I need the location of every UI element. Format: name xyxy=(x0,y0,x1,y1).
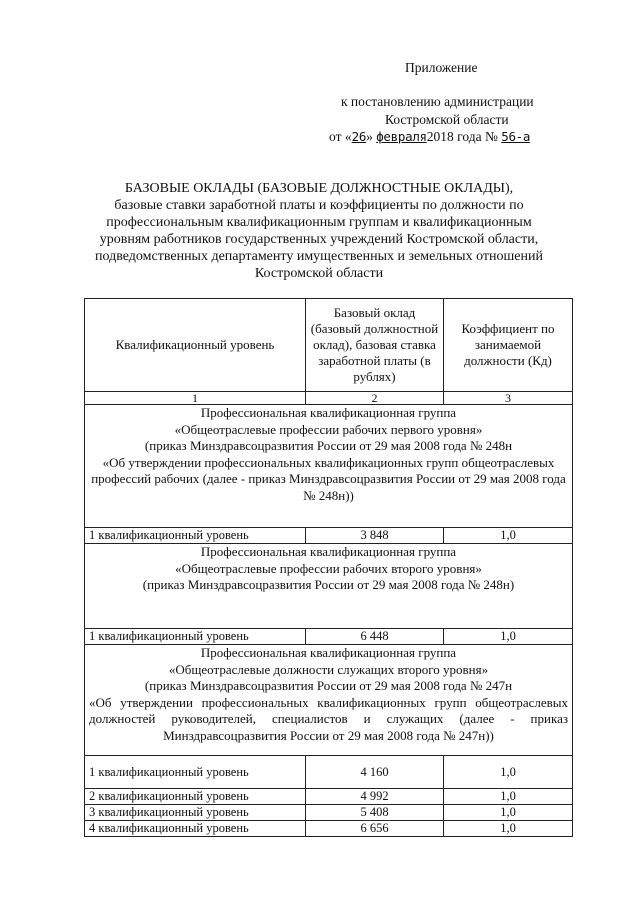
salary-cell: 4 160 xyxy=(306,756,444,789)
coefficient-cell: 1,0 xyxy=(444,805,573,821)
title-line: базовые ставки заработной платы и коэффициенты по должности по xyxy=(114,198,524,213)
level-cell: 4 квалификационный уровень xyxy=(85,821,306,837)
coefficient-cell: 1,0 xyxy=(444,821,573,837)
coefficient-cell: 1,0 xyxy=(444,528,573,544)
salary-table xyxy=(84,298,573,837)
resolution-number: 56-а xyxy=(501,129,531,144)
group-line: (приказ Минздравсоцразвития России от 29 мая 2008 года № 248н xyxy=(144,438,513,453)
title-line: БАЗОВЫЕ ОКЛАДЫ (БАЗОВЫЕ ДОЛЖНОСТНЫЕ ОКЛАДЫ), xyxy=(124,181,514,196)
title-line: Костромской области xyxy=(254,266,384,281)
group-line: Профессиональная квалификационная группа xyxy=(200,544,457,559)
document-title xyxy=(80,180,558,282)
title-line: подведомственных департаменту имущественных и земельных отношений xyxy=(95,249,543,264)
group-heading-row xyxy=(85,544,573,629)
title-line: профессиональным квалификационным группам и квалификационным xyxy=(106,215,532,230)
group-line: (приказ Минздравсоцразвития России от 29 мая 2008 года № 247н xyxy=(144,678,513,693)
table-row xyxy=(85,528,573,544)
table-row xyxy=(85,629,573,645)
table-header-row xyxy=(85,299,573,392)
group-line: «Общеотраслевые профессии рабочих первого уровня» xyxy=(174,421,483,437)
group-heading xyxy=(85,405,573,528)
table-row xyxy=(85,821,573,837)
salary-cell: 6 656 xyxy=(306,821,444,837)
level-cell: 1 квалификационный уровень xyxy=(85,629,306,645)
date-day: 26 xyxy=(351,129,367,144)
header-base-salary: Базовый оклад (базовый должностной оклад), базовая ставка заработной платы (в рублях) xyxy=(306,299,444,392)
column-number: 1 xyxy=(85,392,306,405)
group-line: «Общеотраслевые должности служащих второго уровня» xyxy=(168,661,489,677)
group-line: Профессиональная квалификационная группа xyxy=(200,645,457,660)
date-mid: » xyxy=(366,129,373,144)
header-coefficient: Коэффициент по занимаемой должности (Кд) xyxy=(444,299,573,392)
level-cell: 2 квалификационный уровень xyxy=(85,789,306,805)
group-heading-row xyxy=(85,405,573,528)
column-number: 2 xyxy=(306,392,444,405)
resolution-date-line xyxy=(329,129,530,145)
level-cell: 1 квалификационный уровень xyxy=(85,756,306,789)
group-line: «Общеотраслевые профессии рабочих второго уровня» xyxy=(175,560,482,576)
date-month: февраля xyxy=(376,129,427,144)
salary-cell: 4 992 xyxy=(306,789,444,805)
region-name: Костромской области xyxy=(385,112,509,127)
group-heading-row xyxy=(85,645,573,756)
column-number: 3 xyxy=(444,392,573,405)
title-line: уровням работников государственных учреждений Костромской области, xyxy=(99,232,539,247)
level-cell: 3 квалификационный уровень xyxy=(85,805,306,821)
appendix-label: Приложение xyxy=(405,60,478,75)
coefficient-cell: 1,0 xyxy=(444,789,573,805)
group-line: «Об утверждении профессиональных квалификационных групп общеотраслевых должностей руководителей, специалистов и служащих (далее - приказ Минздравсоцразвития России от 29 мая 2008 года № 247н)) xyxy=(89,694,568,743)
group-line: (приказ Минздравсоцразвития России от 29 мая 2008 года № 248н) xyxy=(142,577,515,592)
table-row xyxy=(85,756,573,789)
group-line: «Об утверждении профессиональных квалификационных групп общеотраслевых профессий рабочих (далее - приказ Минздравсоцразвития России от 29 мая 2008 года № 248н)) xyxy=(91,454,566,503)
header-qualification-level: Квалификационный уровень xyxy=(85,299,306,392)
column-number-row xyxy=(85,392,573,405)
table-row xyxy=(85,789,573,805)
group-line: Профессиональная квалификационная группа xyxy=(200,405,457,420)
resolution-reference: к постановлению администрации xyxy=(341,94,534,109)
date-year: 2018 года № xyxy=(426,129,498,144)
coefficient-cell: 1,0 xyxy=(444,629,573,645)
group-heading xyxy=(85,544,573,629)
date-prefix: от « xyxy=(329,129,352,144)
group-heading xyxy=(85,645,573,756)
coefficient-cell: 1,0 xyxy=(444,756,573,789)
salary-cell: 6 448 xyxy=(306,629,444,645)
salary-cell: 5 408 xyxy=(306,805,444,821)
salary-cell: 3 848 xyxy=(306,528,444,544)
table-row xyxy=(85,805,573,821)
level-cell: 1 квалификационный уровень xyxy=(85,528,306,544)
